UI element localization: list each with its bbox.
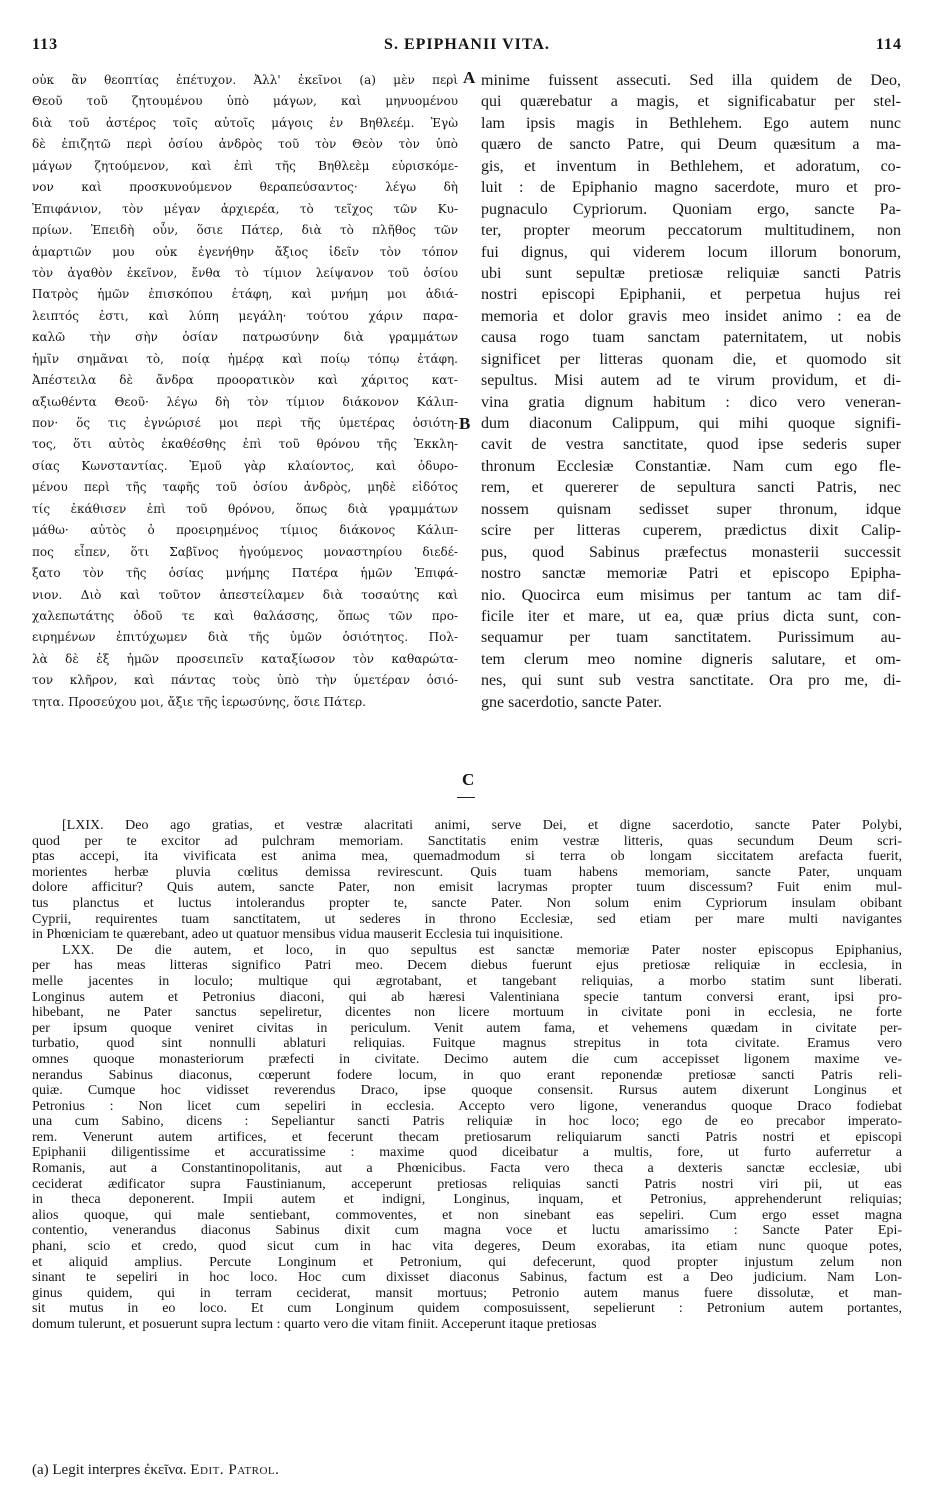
greek-line: ἁμαρτιῶν μου οὐκ ἐγενήθην ἄξιος ἰδεῖν τὸν τόπον [32,244,458,259]
latin-line: pugnaculo Cypriorum. Quoniam ergo, sancte Pa- [481,200,901,218]
greek-line: τητα. Προσεύχου μοι, ἄξιε τῆς ἱερωσύνης, ὅσιε Πάτερ. [32,694,366,709]
latin-line: pus, quod Sabinus præfectus monasterii successit [481,543,901,561]
latin-line: sequamur per tuam sanctitatem. Purissimum au- [481,629,901,647]
running-title: S. EPIPHANII VITA. [384,36,550,53]
margin-marker-c: C [462,770,475,789]
latin-line: tem clerum meo nomine digneris salutare, et om- [481,650,901,668]
greek-text-column [32,70,458,713]
note-line: una cum Sabino, dicens : Sepeliantur sancti Patris reliquiæ in hoc loco; ego de eo precabor imperato- [32,1114,902,1130]
greek-line: Ἐπιφάνιον, τὸν μέγαν ἀρχιερέα, τὸ τεῖχος τῶν Κυ- [32,201,458,216]
page-number-right: 114 [875,36,902,53]
latin-line: cavit de vestra sanctitate, quod ipse sederis super [481,436,901,454]
note-line: per has meas litteras significo Patri meo. Decem diebus fuerunt ejus pretiosæ reliquiæ in ecclesia, in [32,958,902,974]
note-line: dolore afficitur? Quis autem, sancte Pater, non emisit lacrymas propter tuum discessum? Fuit enim mul- [32,880,902,896]
note-line: in Phœniciam te quærebant, adeo ut quatuor mensibus vidua mauserit Ecclesia tui inquisitione. [32,927,564,943]
greek-line: σίας Κωνσταντίας. Ἐμοῦ γὰρ κλαίοντος, καὶ ὀδυρο- [32,458,458,473]
latin-line: nostro sanctæ memoriæ Patri et episcopo Epipha- [481,565,901,583]
page-number-left: 113 [32,36,59,53]
greek-line: λὰ δὲ ἐξ ἡμῶν προσειπεῖν καταξίωσον τὸν καθαρώτα- [32,651,458,666]
greek-line: αξιωθέντα Θεοῦ· λέγω δὴ τὸν τίμιον διάκονον Κάλιπ- [32,394,458,409]
greek-line: Πατρὸς ἡμῶν ἐπισκόπου ἐτάφη, καὶ μνήμη μοι ἀδιά- [32,287,458,302]
latin-line: sepultus. Misi autem ad te virum providum, et di- [481,372,901,390]
footnote-edit: Edit. Patrol. [190,1462,280,1478]
note-line: hibebant, ne Pater sanctus sepeliretur, dicentes non licere mortuum in civitate poni in ecclesia, ne forte [32,1005,902,1021]
greek-line: ἡμῖν σημᾶναι τὸ, ποίᾳ ἡμέρᾳ καὶ ποίῳ τόπῳ ἐτάφη. [32,351,458,366]
greek-line: χαλεπωτάτης ὁδοῦ τε καὶ θαλάσσης, ὅπως τῶν προ- [32,608,458,623]
footnote-text: (a) Legit interpres ἐκεῖνα. [32,1462,187,1478]
note-line: et aliquid amplius. Percute Longinum et Petronium, qui defecerunt, quod propter injustum zelum non [32,1254,902,1270]
note-line: Epiphanii diligentissime et accuratissime : maxime quod diceibatur a multis, fore, ut furto auferretur a [32,1145,902,1161]
note-line: morientes herbæ pluvia cœlitus demissa revirescunt. Quis tuam habens memoriam, sancte Pater, unquam [32,864,902,880]
note-line: tus planctus et luctus intolerandus propter te, sancte Pater. Non solum enim Cypriorum insulam obibant [32,895,902,911]
note-line: domum tulerunt, et posuerunt supra lectum : quarto vero die vitam finiit. Acceperunt itaque pretiosas [32,1317,597,1332]
note-line: LXX. De die autem, et loco, in quo sepultus est sanctæ memoriæ Pater noster episcopus Epiphanius, [62,942,902,958]
latin-line: minime fuissent assecuti. Sed illa quidem de Deo, [481,72,901,89]
latin-line: luit : de Epiphanio magno sacerdote, muro et pro- [481,179,901,197]
note-line: alios quoque, qui male sentiebant, commoventes, et non sinebant eas sepeliri. Cum ergo esset magna [32,1207,902,1223]
latin-line: nes, qui sunt sub vestra sanctitate. Ora pro me, di- [481,672,901,690]
greek-line: νιον. Διὸ καὶ τοῦτον ἀπεστείλαμεν διὰ τοσαύτης καὶ [32,587,458,602]
note-line: Longinus autem et Petronius diaconi, qui ab hæresi Valentiniana specie tantum conversi erant, ipsi pro- [32,989,902,1005]
greek-line: τος, ὅτι αὐτὸς ἐκαθέσθης ἐπὶ τοῦ θρόνου τῆς Ἐκκλη- [32,437,458,452]
greek-line: μένου περὶ τῆς ταφῆς τοῦ ὁσίου ἀνδρὸς, μηδὲ εἰδότος [32,480,458,495]
latin-line: ter, propter meorum peccatorum multitudinem, non [481,222,901,240]
greek-line: τὸν ἀγαθὸν ἐκεῖνον, ἔνθα τὸ τίμιον λείψανον τοῦ ὁσίου [32,265,458,280]
greek-line: ξατο τὸν τῆς ὁσίας μνήμης Πατέρα ἡμῶν Ἐπιφά- [32,566,458,581]
greek-line: δὲ ἐπιζητῶ περὶ ὁσίου ἀνδρὸς τοῦ τὸν Θεὸν τὸν ὑπὸ [32,137,458,152]
latin-line: nio. Quocirca eum misimus per tantum ac tam dif- [481,586,901,604]
latin-line: ficile iter et mare, ut ea, quæ prius dicta sunt, con- [481,607,901,625]
greek-line: νον καὶ προσκυνούμενον θεραπεύσαντος· λέγω δὴ [32,180,458,195]
latin-line: nostri episcopi Epiphanii, et perpetua hujus rei [481,286,901,304]
greek-line: μάγων ζητούμενον, καὶ ἐπὶ τῆς Βηθλεὲμ εὑρισκόμε- [32,158,458,173]
note-line: phani, scio et credo, quod sicut cum in hac vita degeres, Deum exorabas, ita etiam nunc quoque potes, [32,1239,902,1255]
latin-line: rem, et quererer de sepultura sancti Patris, nec [481,479,901,497]
greek-line: πον· ὅς τις ἐγνώρισέ μοι περὶ τῆς ὑμετέρας ὁσιότη- [32,416,458,430]
latin-line: nossem quisnam sedisset super thronum, idque [481,500,901,518]
greek-line: διὰ τοῦ ἀστέρος τοῖς αὐτοῖς μάγοις ἐν Βηθλεέμ. Ἐγὼ [32,115,458,130]
latin-notes-section [32,818,902,1333]
note-line: Petronius : Non licet cum sepeliri in ecclesia. Accepto vero ligone, venerandus quoque Draco fodiebat [32,1098,902,1114]
latin-line: gne sacerdotio, sancte Pater. [481,693,662,711]
greek-line: μάθω· αὐτὸς ὁ προειρημένος τίμιος διάκονος Κάλιπ- [32,523,458,538]
note-line: ptas accepi, ita vivificata est anima mea, quemadmodum si terra ob longam siccitatem arefacta fuerit, [32,849,902,865]
latin-line: scire per litteras cuperem, prædictus dixit Calip- [481,522,901,540]
greek-line: οὐκ ἂν θεοπτίας ἐπέτυχον. Ἀλλ' ἐκεῖνοι (a) μὲν περὶ [32,73,458,87]
note-line: contentio, venerandus diaconus Sabinus dixit cum magna voce et luctu amarissimo : Sancte Pater Epi- [32,1223,902,1239]
note-line: ceciderat ædificator supra Faustinianum, acceperunt pretiosas reliquias sancti Patris nostri viri pii, ut eas [32,1176,902,1192]
greek-line: τον κλῆρον, καὶ πάντας τοὺς ὑπὸ τὴν ὑμετέραν ὁσιό- [32,673,458,688]
note-line: nerandus Sabinus diaconus, cœperunt fodere locum, in quo erant reponendæ pretiosæ sancti Patris reli- [32,1067,902,1083]
note-line: ginus quidem, qui in terram ceciderat, mansit mortuus; Petronio autem manus fuere dissolutæ, et man- [32,1285,902,1301]
note-line: sinant te sepeliri in hoc loco. Hoc cum dixisset diaconus Sabinus, factum est a Deo judicium. Nam Lon- [32,1270,902,1286]
note-line: omnes quoque monasteriorum præfecti in civitate. Decimo autem die cum accepisset ligonem maxime ve- [32,1051,902,1067]
note-line: [LXIX. Deo ago gratias, et vestræ alacritati animi, serve Dei, et digne sacerdotio, sancte Pater Polybi, [62,818,902,833]
greek-line: Ἀπέστειλα δὲ ἄνδρα προορατικὸν καὶ χάριτος κατ- [32,373,458,388]
latin-line: quæro de sancto Patre, qui Deum quæsitum a ma- [481,136,901,154]
latin-line: qui quærebatur a magis, et significabatur per stel- [481,93,901,111]
note-line: in theca deponerent. Impii autem et indigni, Longinus, inquam, et Petronius, apprehenderunt reliquias; [32,1192,902,1208]
latin-line: gis, et inventum in Bethlehem, et adoratum, co- [481,157,901,175]
greek-line: καλῶ τὴν σὴν ὁσίαν πατρωσύνην διὰ γραμμάτων [32,330,458,345]
latin-line: dum diaconum Calippum, qui mihi quoque signifi- [481,415,901,432]
latin-line: memoria et dolor gravis meo insidet animo : ea de [481,307,901,325]
note-line: Romanis, aut a Constantinopolitanis, aut a Phœnicibus. Facta vero theca a dexteris sanctæ ecclesiæ, ubi [32,1161,902,1177]
latin-line: causa rogo tuam sanctam paternitatem, ut nobis [481,329,901,347]
column-end-rule [457,797,475,798]
latin-line: fui dignus, qui viderem locum illorum bonorum, [481,243,901,261]
greek-line: ειρημένων ἐπιτύχωμεν διὰ τῆς ὑμῶν ὁσιότητος. Πολ- [32,630,458,645]
note-line: rem. Venerunt autem artifices, et fecerunt thecam pretiosarum reliquiarum sancti Patris nostri et episcopi [32,1129,902,1145]
greek-line: τίς ἐκάθισεν ἐπὶ τοῦ θρόνου, ὅπως διὰ γραμμάτων [32,501,458,516]
note-line: per ipsum quoque veniret civitas in periculum. Venit autem fama, et vehemens quædam in civitate per- [32,1020,902,1036]
latin-line: significet per litteras quonam die, et quomodo sit [481,350,901,368]
latin-line: ubi sunt sepultæ pretiosæ reliquiæ sancti Patris [481,264,901,282]
note-line: quiæ. Cumque hoc vidisset reverendus Draco, ipse quoque consensit. Rursus autem dixerunt Longinus et [32,1083,902,1099]
margin-marker-b: B [459,414,471,433]
note-line: melle jacentes in loculo; multique qui ægrotabant, et tangebant reliquias, a morbo statim sunt liberati. [32,973,902,989]
margin-marker-a: A [463,68,476,87]
latin-line: thronum Ecclesiæ Constantiæ. Nam cum ego fle- [481,457,901,475]
latin-line: vina gratia dignum habitum : dico vero veneran- [481,393,901,411]
greek-line: πος εἶπεν, ὅτι Σαβῖνος ἡγούμενος μοναστηρίου διεδέ- [32,544,458,559]
latin-line: lam ipsis magis in Bethlehem. Ego autem nunc [481,114,901,132]
greek-line: Θεοῦ τοῦ ζητουμένου ὑπὸ μάγων, καὶ μηνυομένου [32,94,458,109]
greek-line: πρίων. Ἐπειδὴ οὖν, ὅσιε Πάτερ, διὰ τὸ πλῆθος τῶν [32,223,458,238]
note-line: Cyprii, requirentes tuam sanctitatem, ut sederes in throno Ecclesiæ, sed etiam per mare multi navigantes [32,911,902,927]
note-line: sit mutus in eo loco. Et cum Longinum quidem composuissent, sepelierunt : Petronium autem portantes, [32,1301,902,1317]
note-line: turbatio, quod sint nonnulli ablaturi reliquias. Fuitque magnus strepitus in tota civitate. Eramus vero [32,1036,902,1052]
note-line: quod per te excitor ad pulchram memoriam. Sanctitatis enim vestræ litteris, quas secundum Deum scri- [32,833,902,849]
greek-line: λειπτός ἐστι, καὶ λύπη μεγάλη· τούτου χάριν παρα- [32,308,458,323]
running-header [32,36,902,58]
footnote [32,1462,632,1479]
latin-text-column [481,70,901,713]
